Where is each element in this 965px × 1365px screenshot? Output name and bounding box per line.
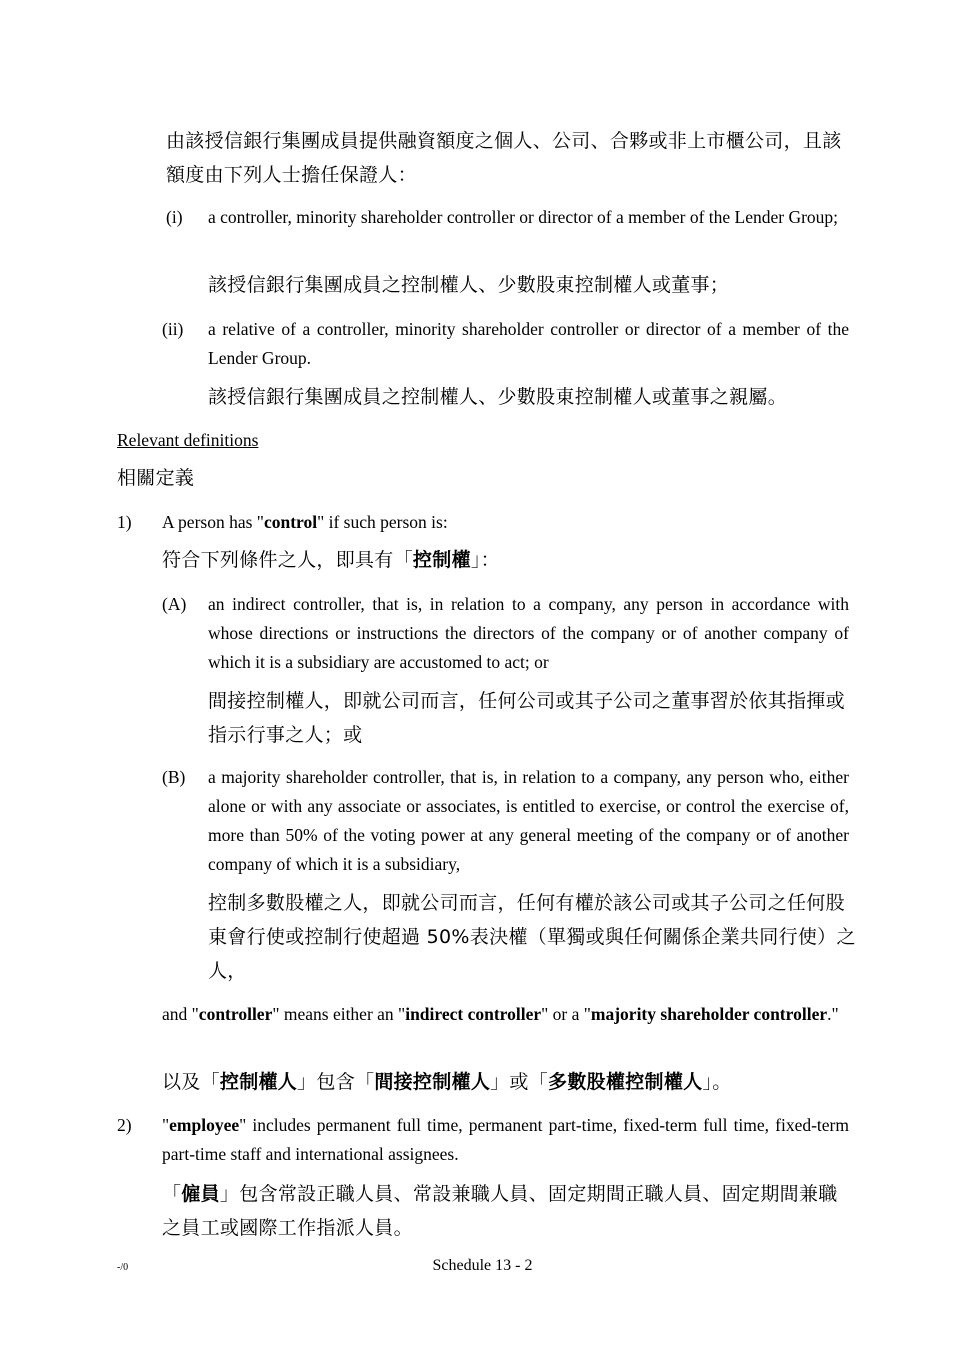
def1-zh: 符合下列條件之人，即具有「控制權」： bbox=[162, 549, 500, 571]
def1-closing-en: and "controller" means either an "indirect controller" or a "majority shareholder controller." bbox=[162, 1004, 839, 1024]
subitem-en-a: an indirect controller, that is, in relation to a company, any person in accordance with whose directions or instructions the directors of the company or of another company of which it is a subsidiary are accustomed to act; or bbox=[208, 594, 849, 672]
def2-zh: 「僱員」包含常設正職人員、常設兼職人員、固定期間正職人員、固定期間兼職之員工或國際工作指派人員。 bbox=[162, 1183, 838, 1239]
subitem-en-b: a majority shareholder controller, that is, in relation to a company, any person who, either alone or with any associate or associates, is entitled to exercise, or control the exercise of, more than 50% of the voting power at any general meeting of the company or of another company of which it is a subsidiary, bbox=[208, 767, 849, 874]
footer-code: -/0 bbox=[117, 1262, 129, 1273]
def1-en: A person has "control" if such person is: bbox=[162, 512, 448, 532]
item-label-i: (i) bbox=[166, 207, 183, 227]
def1-number: 1) bbox=[117, 512, 132, 532]
subitem-label-a: (A) bbox=[162, 594, 187, 614]
def2-en: "employee" includes permanent full time, permanent part-time, fixed-term full time, fixed-term part-time staff and international assignees. bbox=[162, 1115, 849, 1164]
footer-page-label: Schedule 13 - 2 bbox=[432, 1257, 533, 1274]
item-zh-i: 該授信銀行集團成員之控制權人、少數股東控制權人或董事； bbox=[208, 274, 730, 296]
item-en-ii: a relative of a controller, minority shareholder controller or director of a member of the Lender Group. bbox=[208, 319, 849, 368]
item-label-ii: (ii) bbox=[162, 319, 184, 339]
subitem-label-b: (B) bbox=[162, 767, 186, 787]
def1-closing-zh: 以及「控制權人」包含「間接控制權人」或「多數股權控制權人」。 bbox=[162, 1071, 732, 1093]
def2-number: 2) bbox=[117, 1115, 132, 1135]
intro-zh: 由該授信銀行集團成員提供融資額度之個人、公司、合夥或非上市櫃公司，且該額度由下列人士擔任保證人： bbox=[166, 130, 842, 186]
relevant-definitions-heading-zh: 相關定義 bbox=[117, 467, 195, 489]
item-en-i: a controller, minority shareholder controller or director of a member of the Lender Group; bbox=[208, 207, 839, 227]
item-zh-ii: 該授信銀行集團成員之控制權人、少數股東控制權人或董事之親屬。 bbox=[208, 386, 788, 408]
subitem-zh-a: 間接控制權人，即就公司而言，任何公司或其子公司之董事習於依其指揮或指示行事之人；或 bbox=[208, 690, 845, 746]
relevant-definitions-heading-en: Relevant definitions bbox=[117, 430, 259, 450]
subitem-zh-b: 控制多數股權之人，即就公司而言，任何有權於該公司或其子公司之任何股東會行使或控制行使超過 50%表決權（單獨或與任何關係企業共同行使）之人， bbox=[208, 892, 856, 982]
